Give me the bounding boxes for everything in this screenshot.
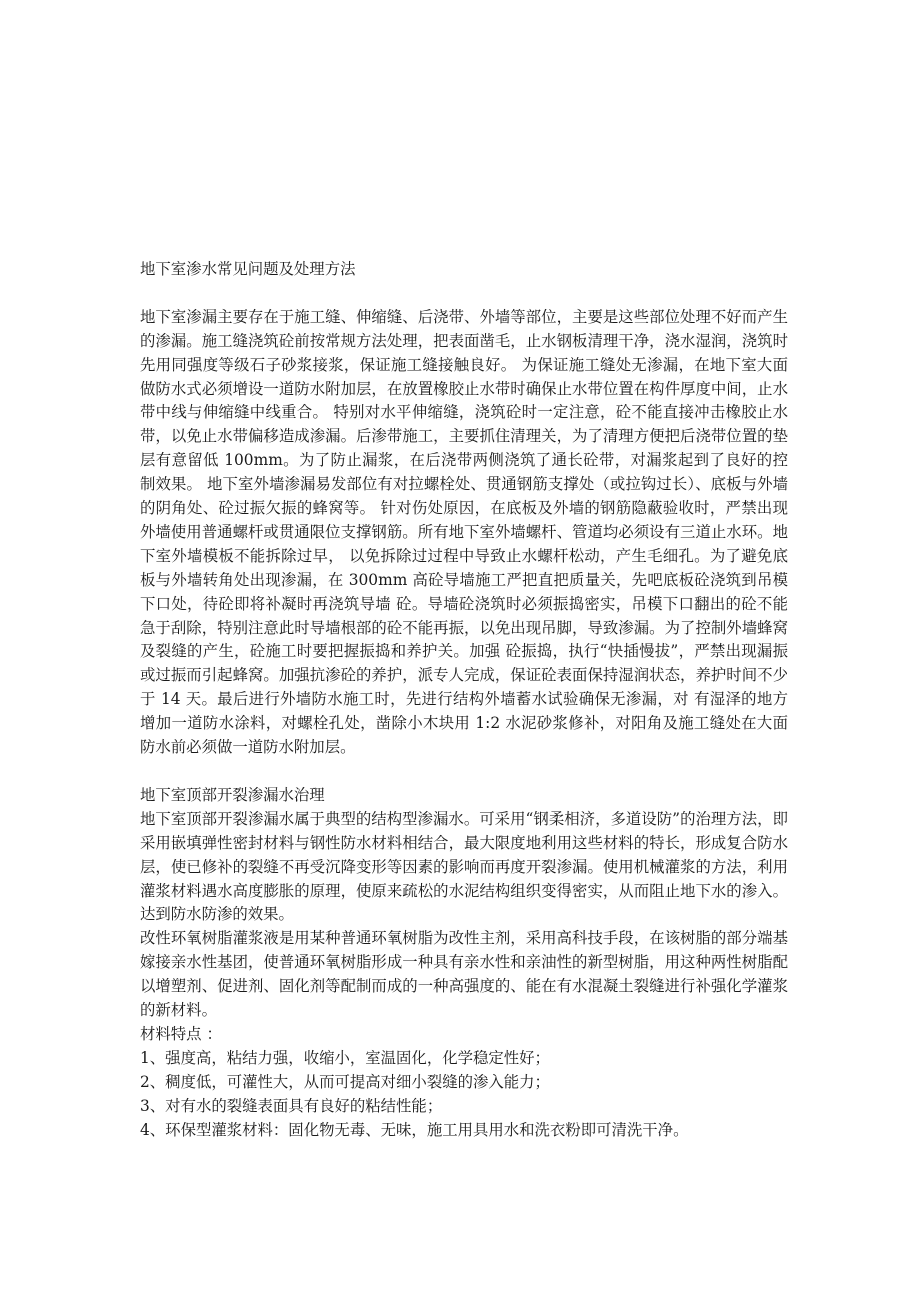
section-title-basement-seepage: 地下室渗水常见问题及处理方法 — [140, 260, 356, 278]
feature-item: 4、环保型灌浆材料：固化物无毒、无味，施工用具用水和洗衣粉即可清洗干净。 — [140, 1120, 689, 1139]
features-label: 材料特点 ： — [140, 1024, 222, 1043]
spacer — [140, 760, 788, 784]
section-body-basement-seepage: 地下室渗漏主要存在于施工缝、伸缩缝、后浇带、外墙等部位，主要是这些部位处理不好而产生的渗漏。施工缝浇筑砼前按常规方法处理，把表面凿毛，止水钢板清理干净，浇水湿润，浇筑时先用同强度等级石子砂浆接浆，保证施工缝接触良好。 为保证施工缝处无渗漏，在地下室大面做防水式必须增设一道防水附加层，在放置橡胶止水带时确保止水带位置在构件厚度中间，止水带中线与伸缩缝中线重合。 特别对水平伸缩缝，浇筑砼时一定注意，砼不能直接冲击橡胶止水带，以免止水带偏移造成渗漏。后渗带施工，主要抓住清理关，为了清理方便把后浇带位置的垫层有意留低 100mm。为了防止漏浆，在后浇带两侧浇筑了通长砼带，对漏浆起到了良好的控制效果。 地下室外墙渗漏易发部位有对拉螺栓处、贯通钢筋支撑处（或拉钩过长）、底板与外墙的阴角处、砼过振欠振的蜂窝等。 针对伤处原因，在底板及外墙的钢筋隐蔽验收时，严禁出现外墙使用普通螺杆或贯通限位支撑钢筋。所有地下室外墙螺杆、管道均必须设有三道止水环。地下室外墙模板不能拆除过早， 以免拆除过过程中导致止水螺杆松动，产生毛细孔。为了避免底板与外墙转角处出现渗漏，在 300mm 高砼导墙施工严把直把质量关，先吧底板砼浇筑到吊模下口处，待砼即将补凝时再浇筑导墙 砼。导墙砼浇筑时必须振捣密实，吊模下口翻出的砼不能急于刮除，特别注意此时导墙根部的砼不能再振，以免出现吊脚，导致渗漏。为了控制外墙蜂窝及裂缝的产生，砼施工时要把握振捣和养护关。加强 砼振捣，执行“快插慢拔”，严禁出现漏振或过振而引起蜂窝。加强抗渗砼的养护，派专人完成，保证砼表面保持湿润状态，养护时间不少于 14 天。最后进行外墙防水施工时，先进行结构外墙蓄水试验确保无渗漏，对 有湿泽的地方增加一道防水涂料，对螺栓孔处，凿除小木块用 1:2 水泥砂浆修补，对阳角及施工缝处在大面防水前必须做一道防水附加层。 — [140, 307, 788, 757]
features-list — [140, 1047, 788, 1143]
document-content — [140, 258, 788, 1143]
feature-item: 2、稠度低，可灌性大，从而可提高对细小裂缝的渗入能力； — [140, 1072, 550, 1091]
section-paragraph-treatment-method: 地下室顶部开裂渗漏水属于典型的结构型渗漏水。可采用“钢柔相济，多道设防”的治理方法，即采用嵌填弹性密封材料与钢性防水材料相结合，最大限度地利用这些材料的特长，形成复合防水层，使已修补的裂缝不再受沉降变形等因素的影响而再度开裂渗漏。使用机械灌浆的方法，利用灌浆材料遇水高度膨胀的原理，使原来疏松的水泥结构组织变得密实，从而阻止地下水的渗入。达到防水防渗的效果。 — [140, 809, 788, 924]
section-paragraph-epoxy-grout: 改性环氧树脂灌浆液是用某种普通环氧树脂为改性主剂，采用高科技手段，在该树脂的部分端基嫁接亲水性基团，使普通环氧树脂形成一种具有亲水性和亲油性的新型树脂，用这种两性树脂配以增塑剂、促进剂、固化剂等配制而成的一种高强度的、能在有水混凝土裂缝进行补强化学灌浆的新材料。 — [140, 929, 788, 1020]
section-title-roof-cracking: 地下室顶部开裂渗漏水治理 — [140, 785, 325, 804]
feature-item: 3、对有水的裂缝表面具有良好的粘结性能； — [140, 1096, 443, 1115]
spacer — [140, 282, 788, 306]
feature-item: 1、强度高，粘结力强，收缩小，室温固化，化学稳定性好； — [140, 1048, 550, 1067]
